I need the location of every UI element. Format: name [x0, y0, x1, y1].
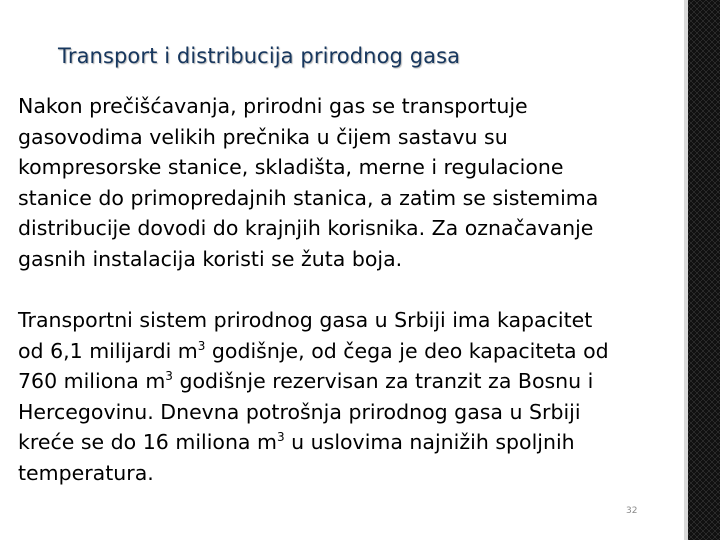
text-line [18, 427, 678, 458]
text-line: temperatura. [18, 460, 154, 485]
page-number: 32 [626, 506, 638, 516]
slide-title: Transport i distribucija prirodnog gasa [58, 44, 461, 68]
text-line [18, 366, 678, 397]
text-line: Hercegovinu. Dnevna potrošnja prirodnog gasa u Srbiji [18, 399, 581, 424]
paragraph-intro [18, 91, 678, 274]
side-border-pattern [688, 0, 720, 540]
text-line: stanice do primopredajnih stanica, a zatim se sistemima [18, 185, 599, 210]
text-segment: od 6,1 milijardi m [18, 338, 198, 363]
text-line: Nakon prečišćavanja, prirodni gas se transportuje [18, 94, 528, 118]
superscript: 3 [276, 430, 285, 445]
text-line: gasovodima velikih prečnika u čijem sastavu su [18, 124, 508, 149]
text-segment: 760 miliona m [18, 369, 166, 393]
superscript: 3 [197, 338, 206, 353]
superscript: 3 [165, 369, 173, 384]
text-line: gasnih instalacija koristi se žuta boja. [18, 246, 403, 271]
text-segment: godišnje, od čega je deo kapaciteta od [205, 338, 609, 363]
text-segment: kreće se do 16 miliona m [18, 430, 277, 454]
text-segment: godišnje rezervisan za tranzit za Bosnu i [172, 369, 594, 393]
text-line: kompresorske stanice, skladišta, merne i regulacione [18, 155, 564, 179]
text-line: distribucije dovodi do krajnjih korisnika. Za označavanje [18, 216, 594, 240]
paragraph-capacity [18, 305, 678, 488]
text-line: Transportni sistem prirodnog gasa u Srbiji ima kapacitet [18, 308, 593, 332]
text-line [18, 336, 678, 367]
text-segment: u uslovima najnižih spoljnih [284, 430, 575, 454]
